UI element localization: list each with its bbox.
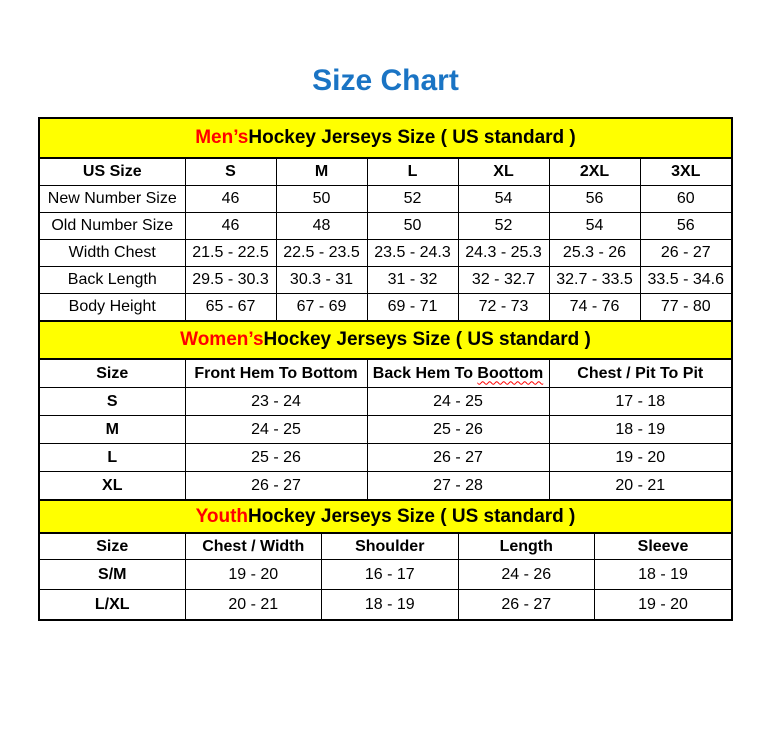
size-value-cell: 52 [367,186,458,213]
table-row [40,240,731,267]
size-value-cell: 46 [185,213,276,240]
row-label: S [40,388,185,416]
size-value-cell: 72 - 73 [458,294,549,321]
size-value-cell: 24 - 26 [458,560,595,590]
size-value-cell: 24 - 25 [185,416,367,444]
row-label: Old Number Size [40,213,185,240]
size-value-cell: 17 - 18 [549,388,731,416]
youth-size-table [40,534,731,619]
size-value-cell: 18 - 19 [549,416,731,444]
table-row [40,186,731,213]
size-value-cell: 23.5 - 24.3 [367,240,458,267]
section-header-womens [40,320,731,360]
section-header-youth [40,499,731,534]
size-value-cell: 32 - 32.7 [458,267,549,294]
size-value-cell: 26 - 27 [640,240,731,267]
row-label: L [40,444,185,472]
mens-size-table [40,159,731,320]
size-value-cell: 19 - 20 [185,560,322,590]
mens-header-row [40,159,731,186]
section-accent-womens: Women’s [180,329,264,350]
section-accent-mens: Men’s [195,127,249,148]
size-value-cell: 52 [458,213,549,240]
column-header: Chest / Width [185,534,322,560]
size-value-cell: 26 - 27 [185,472,367,500]
column-header: M [276,159,367,186]
section-title-rest: Hockey Jerseys Size ( US standard ) [248,127,576,148]
size-value-cell: 26 - 27 [367,444,549,472]
size-value-cell: 31 - 32 [367,267,458,294]
size-value-cell: 32.7 - 33.5 [549,267,640,294]
size-value-cell: 60 [640,186,731,213]
section-title-rest: Hockey Jerseys Size ( US standard ) [263,329,591,350]
womens-header-row [40,360,731,388]
size-value-cell: 74 - 76 [549,294,640,321]
column-header: Size [40,534,185,560]
column-header: Chest / Pit To Pit [549,360,731,388]
row-label: XL [40,472,185,500]
row-label: New Number Size [40,186,185,213]
size-value-cell: 25.3 - 26 [549,240,640,267]
size-value-cell: 54 [458,186,549,213]
size-value-cell: 22.5 - 23.5 [276,240,367,267]
size-value-cell: 46 [185,186,276,213]
size-value-cell: 20 - 21 [549,472,731,500]
column-header: Back Hem To Boottom [367,360,549,388]
table-row [40,416,731,444]
column-header: L [367,159,458,186]
table-row [40,590,731,620]
table-row [40,294,731,321]
row-label: Width Chest [40,240,185,267]
size-value-cell: 67 - 69 [276,294,367,321]
size-value-cell: 25 - 26 [185,444,367,472]
size-value-cell: 25 - 26 [367,416,549,444]
column-header: Front Hem To Bottom [185,360,367,388]
table-row [40,267,731,294]
row-label: M [40,416,185,444]
size-chart-sheet [38,117,733,621]
row-label: Body Height [40,294,185,321]
size-value-cell: 27 - 28 [367,472,549,500]
size-value-cell: 54 [549,213,640,240]
column-header: US Size [40,159,185,186]
misspelled-word: Boottom [477,364,544,382]
size-value-cell: 30.3 - 31 [276,267,367,294]
size-value-cell: 16 - 17 [322,560,459,590]
size-value-cell: 26 - 27 [458,590,595,620]
size-value-cell: 77 - 80 [640,294,731,321]
column-header: S [185,159,276,186]
table-row [40,388,731,416]
size-value-cell: 19 - 20 [549,444,731,472]
table-row [40,560,731,590]
table-row [40,213,731,240]
row-label: S/M [40,560,185,590]
table-row [40,444,731,472]
column-header: Size [40,360,185,388]
size-value-cell: 24.3 - 25.3 [458,240,549,267]
column-header: Length [458,534,595,560]
size-value-cell: 48 [276,213,367,240]
page-title: Size Chart [312,64,459,97]
womens-size-table [40,360,731,499]
size-value-cell: 50 [367,213,458,240]
size-value-cell: 21.5 - 22.5 [185,240,276,267]
size-value-cell: 69 - 71 [367,294,458,321]
size-value-cell: 33.5 - 34.6 [640,267,731,294]
size-value-cell: 23 - 24 [185,388,367,416]
size-value-cell: 50 [276,186,367,213]
table-row [40,472,731,500]
size-value-cell: 18 - 19 [595,560,732,590]
youth-header-row [40,534,731,560]
section-header-mens [40,119,731,159]
size-value-cell: 20 - 21 [185,590,322,620]
size-value-cell: 19 - 20 [595,590,732,620]
size-value-cell: 56 [549,186,640,213]
row-label: Back Length [40,267,185,294]
section-title-rest: Hockey Jerseys Size ( US standard ) [248,505,576,527]
column-header: 2XL [549,159,640,186]
section-accent-youth: Youth [195,505,249,527]
column-header: 3XL [640,159,731,186]
size-value-cell: 29.5 - 30.3 [185,267,276,294]
column-header: Shoulder [322,534,459,560]
size-value-cell: 24 - 25 [367,388,549,416]
size-value-cell: 56 [640,213,731,240]
column-header: XL [458,159,549,186]
size-value-cell: 18 - 19 [322,590,459,620]
column-header: Sleeve [595,534,732,560]
size-value-cell: 65 - 67 [185,294,276,321]
row-label: L/XL [40,590,185,620]
